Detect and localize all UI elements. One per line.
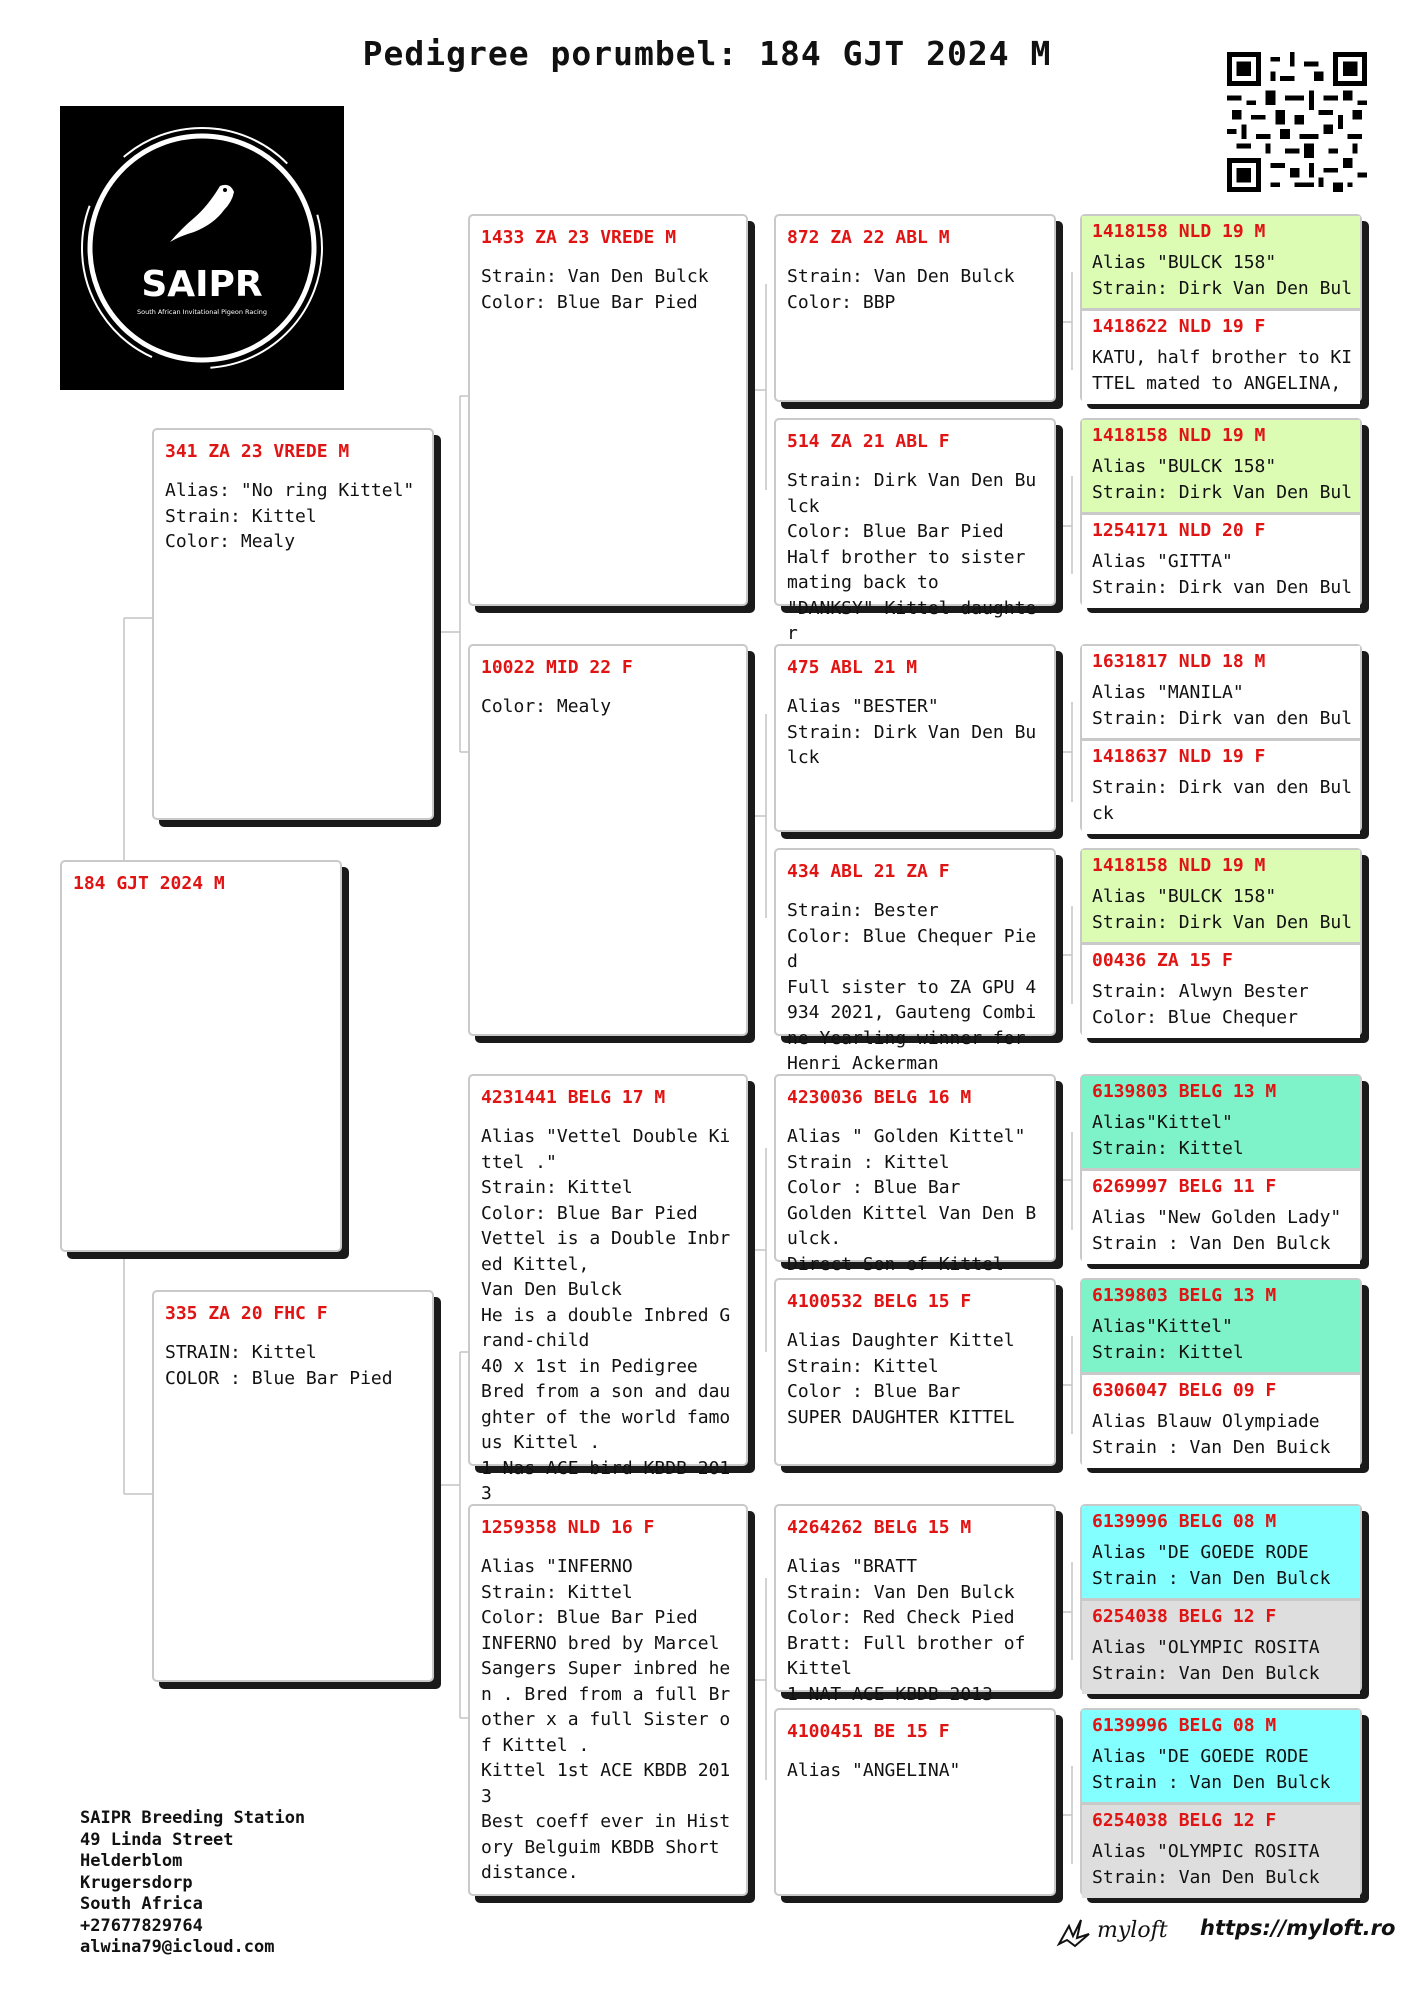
gen4-pair [1080, 848, 1362, 1036]
subject-card [60, 860, 342, 1252]
card-text: Strain: Van Den Bulck Color: BBP [787, 266, 1015, 313]
card-text: Strain: Dirk van den Bul ck [1092, 777, 1353, 824]
dam-card [152, 1290, 434, 1682]
card-ring: 1631817 NLD 18 M [1092, 651, 1266, 672]
card-ring: 6139996 BELG 08 M [1092, 1715, 1277, 1736]
qr-code [1227, 52, 1367, 192]
card-text: Alias "OLYMPIC ROSITA Strain: Van Den Bulck [1092, 1841, 1320, 1888]
gen4-pair [1080, 418, 1362, 606]
card-text: Alias "Vettel Double Kittel ." Strain: Kittel Color: Blue Bar Pied Vettel is a Double Inbred Kittel, Van Den Bulck He is a double Inbred Grand-child 40 x 1st in Pedigree Bred from a son and daughter of the world famous Kittel . 1 Nas ACE bird KBDB 2013 [481, 1126, 731, 1504]
card-text: Alias "BESTER" Strain: Dirk Van Den Bulck [787, 696, 1037, 768]
card-ring: 1418158 NLD 19 M [1092, 425, 1266, 446]
grandsire-maternal-card [468, 1074, 748, 1504]
gen4-male [1082, 1076, 1360, 1168]
card-ring: 4230036 BELG 16 M [787, 1087, 972, 1108]
gen4-female [1082, 738, 1360, 834]
address-phone: +27677829764 [80, 1915, 203, 1936]
dam-text: STRAIN: Kittel COLOR : Blue Bar Pied [165, 1342, 393, 1389]
card-text: Alias Daughter Kittel Strain: Kittel Color : Blue Bar SUPER DAUGHTER KITTEL [787, 1330, 1015, 1428]
card-ring: 6139803 BELG 13 M [1092, 1081, 1277, 1102]
card-ring: 475 ABL 21 M [787, 657, 918, 678]
card-ring: 1418158 NLD 19 M [1092, 221, 1266, 242]
card-text: Strain: Bester Color: Blue Chequer Pied Full sister to ZA GPU 4934 2021, Gauteng Combine Yearling winner for Henri Ackerman [787, 900, 1037, 1074]
card-ring: 6139996 BELG 08 M [1092, 1511, 1277, 1532]
card-ring: 4264262 BELG 15 M [787, 1517, 972, 1538]
card-text: Alias"Kittel" Strain: Kittel [1092, 1316, 1244, 1363]
address-line: 49 Linda Street [80, 1829, 234, 1850]
card-text: Alias " Golden Kittel" Strain : Kittel Color : Blue Bar Golden Kittel Van Den Bulck. Direct Son of Kittel [787, 1126, 1037, 1275]
card-text: Alias "BRATT Strain: Van Den Bulck Color: Red Check Pied Bratt: Full brother of Kittel 1 NAT ACE KBDB 2013 [787, 1556, 1026, 1705]
address-line: Krugersdorp [80, 1872, 193, 1893]
card-ring: 434 ABL 21 ZA F [787, 861, 950, 882]
gen4-pair [1080, 214, 1362, 402]
card-ring: 00436 ZA 15 F [1092, 950, 1233, 971]
card-ring: 6254038 BELG 12 F [1092, 1606, 1277, 1627]
card-ring: 6306047 BELG 09 F [1092, 1380, 1277, 1401]
card-ring: 4231441 BELG 17 M [481, 1087, 666, 1108]
granddam-maternal-card [468, 1504, 748, 1896]
gen4-male [1082, 1710, 1360, 1802]
card-text: Alias "BULCK 158" Strain: Dirk Van Den Bul [1092, 252, 1353, 299]
card-ring: 6269997 BELG 11 F [1092, 1176, 1277, 1197]
page-title: Pedigree porumbel: 184 GJT 2024 M [362, 34, 1052, 73]
address-line: SAIPR Breeding Station [80, 1808, 306, 1828]
card-ring: 1418637 NLD 19 F [1092, 746, 1266, 767]
gen4-pair [1080, 1074, 1362, 1262]
gen4-pair [1080, 1708, 1362, 1896]
bird-icon [1055, 1914, 1095, 1954]
brand-url[interactable]: https://myloft.ro [1200, 1916, 1396, 1940]
gen4-male [1082, 216, 1360, 308]
card-ring: 6254038 BELG 12 F [1092, 1810, 1277, 1831]
card-text: Strain: Dirk Van Den Bulck Color: Blue Bar Pied Half brother to sister mating back to "DANKSY" Kittel daughter [787, 470, 1037, 644]
card-text: Alias "BULCK 158" Strain: Dirk Van Den Bul [1092, 886, 1353, 933]
card-text: Alias Blauw Olympiade Strain : Van Den Buick [1092, 1411, 1331, 1458]
gen4-male [1082, 850, 1360, 942]
card-ring: 6139803 BELG 13 M [1092, 1285, 1277, 1306]
gen4-male [1082, 1506, 1360, 1598]
card-text: Alias "BULCK 158" Strain: Dirk Van Den Bul [1092, 456, 1353, 503]
card-text: Alias "OLYMPIC ROSITA Strain: Van Den Bulck [1092, 1637, 1320, 1684]
card-ring: 1254171 NLD 20 F [1092, 520, 1266, 541]
gen3-card [774, 644, 1056, 832]
address-line: South Africa [80, 1894, 203, 1914]
brand-name: myloft [1097, 1918, 1168, 1943]
svg-text:SAIPR: SAIPR [141, 264, 263, 305]
gen3-card [774, 418, 1056, 644]
sire-ring: 341 ZA 23 VREDE M [165, 441, 350, 462]
card-text: Strain: Alwyn Bester Color: Blue Chequer [1092, 981, 1309, 1028]
gen3-card [774, 1708, 1056, 1896]
dam-ring: 335 ZA 20 FHC F [165, 1303, 328, 1324]
gen3-card [774, 1074, 1056, 1275]
card-ring: 10022 MID 22 F [481, 657, 633, 678]
card-ring: 4100532 BELG 15 F [787, 1291, 972, 1312]
card-ring: 1418622 NLD 19 F [1092, 316, 1266, 337]
card-text: Alias "DE GOEDE RODE Strain : Van Den Bulck [1092, 1542, 1331, 1589]
breeder-address [80, 1808, 305, 1959]
card-ring: 1433 ZA 23 VREDE M [481, 227, 677, 248]
grandsire-paternal-card [468, 214, 748, 606]
card-ring: 4100451 BE 15 F [787, 1721, 950, 1742]
gen4-female [1082, 1802, 1360, 1898]
gen4-pair [1080, 1504, 1362, 1692]
gen4-male [1082, 646, 1360, 738]
gen4-male [1082, 420, 1360, 512]
gen3-card [774, 214, 1056, 402]
gen3-card [774, 848, 1056, 1074]
card-text: Alias "GITTA" Strain: Dirk van Den Bul [1092, 551, 1353, 598]
sire-card [152, 428, 434, 820]
card-text: KATU, half brother to KI TTEL mated to ANGELINA, [1092, 347, 1353, 394]
subject-ring: 184 GJT 2024 M [73, 873, 225, 894]
card-text: Alias "DE GOEDE RODE Strain : Van Den Bulck [1092, 1746, 1331, 1793]
card-text: Alias"Kittel" Strain: Kittel [1092, 1112, 1244, 1159]
gen4-female [1082, 1598, 1360, 1694]
address-email: alwina79@icloud.com [80, 1937, 275, 1957]
gen4-female [1082, 308, 1360, 404]
saipr-logo [60, 106, 344, 390]
card-ring: 872 ZA 22 ABL M [787, 227, 950, 248]
gen4-male [1082, 1280, 1360, 1372]
address-line: Helderblom [80, 1851, 183, 1871]
card-ring: 1259358 NLD 16 F [481, 1517, 655, 1538]
gen4-female [1082, 1168, 1360, 1264]
gen3-card [774, 1278, 1056, 1466]
card-ring: 514 ZA 21 ABL F [787, 431, 950, 452]
gen4-pair [1080, 1278, 1362, 1466]
gen4-pair [1080, 644, 1362, 832]
card-text: Color: Mealy [481, 696, 612, 717]
sire-text: Alias: "No ring Kittel" Strain: Kittel Color: Mealy [165, 480, 415, 552]
gen3-card [774, 1504, 1056, 1705]
card-text: Alias "MANILA" Strain: Dirk van den Bul [1092, 682, 1353, 729]
svg-text:South African Invitational Pig: South African Invitational Pigeon Racing [136, 308, 268, 316]
card-text: Alias "INFERNO Strain: Kittel Color: Blue Bar Pied INFERNO bred by Marcel Sangers Super inbred hen . Bred from a full Brother x a full Sister of Kittel . Kittel 1st ACE KBDB 2013 Best coeff ever in History Belguim KBDB Short distance. [481, 1556, 731, 1883]
card-text: Strain: Van Den Bulck Color: Blue Bar Pied [481, 266, 709, 313]
gen4-female [1082, 512, 1360, 608]
card-text: Alias "ANGELINA" [787, 1760, 961, 1781]
card-ring: 1418158 NLD 19 M [1092, 855, 1266, 876]
granddam-paternal-card [468, 644, 748, 1036]
gen4-female [1082, 1372, 1360, 1468]
card-text: Alias "New Golden Lady" Strain : Van Den Bulck [1092, 1207, 1342, 1254]
gen4-female [1082, 942, 1360, 1038]
